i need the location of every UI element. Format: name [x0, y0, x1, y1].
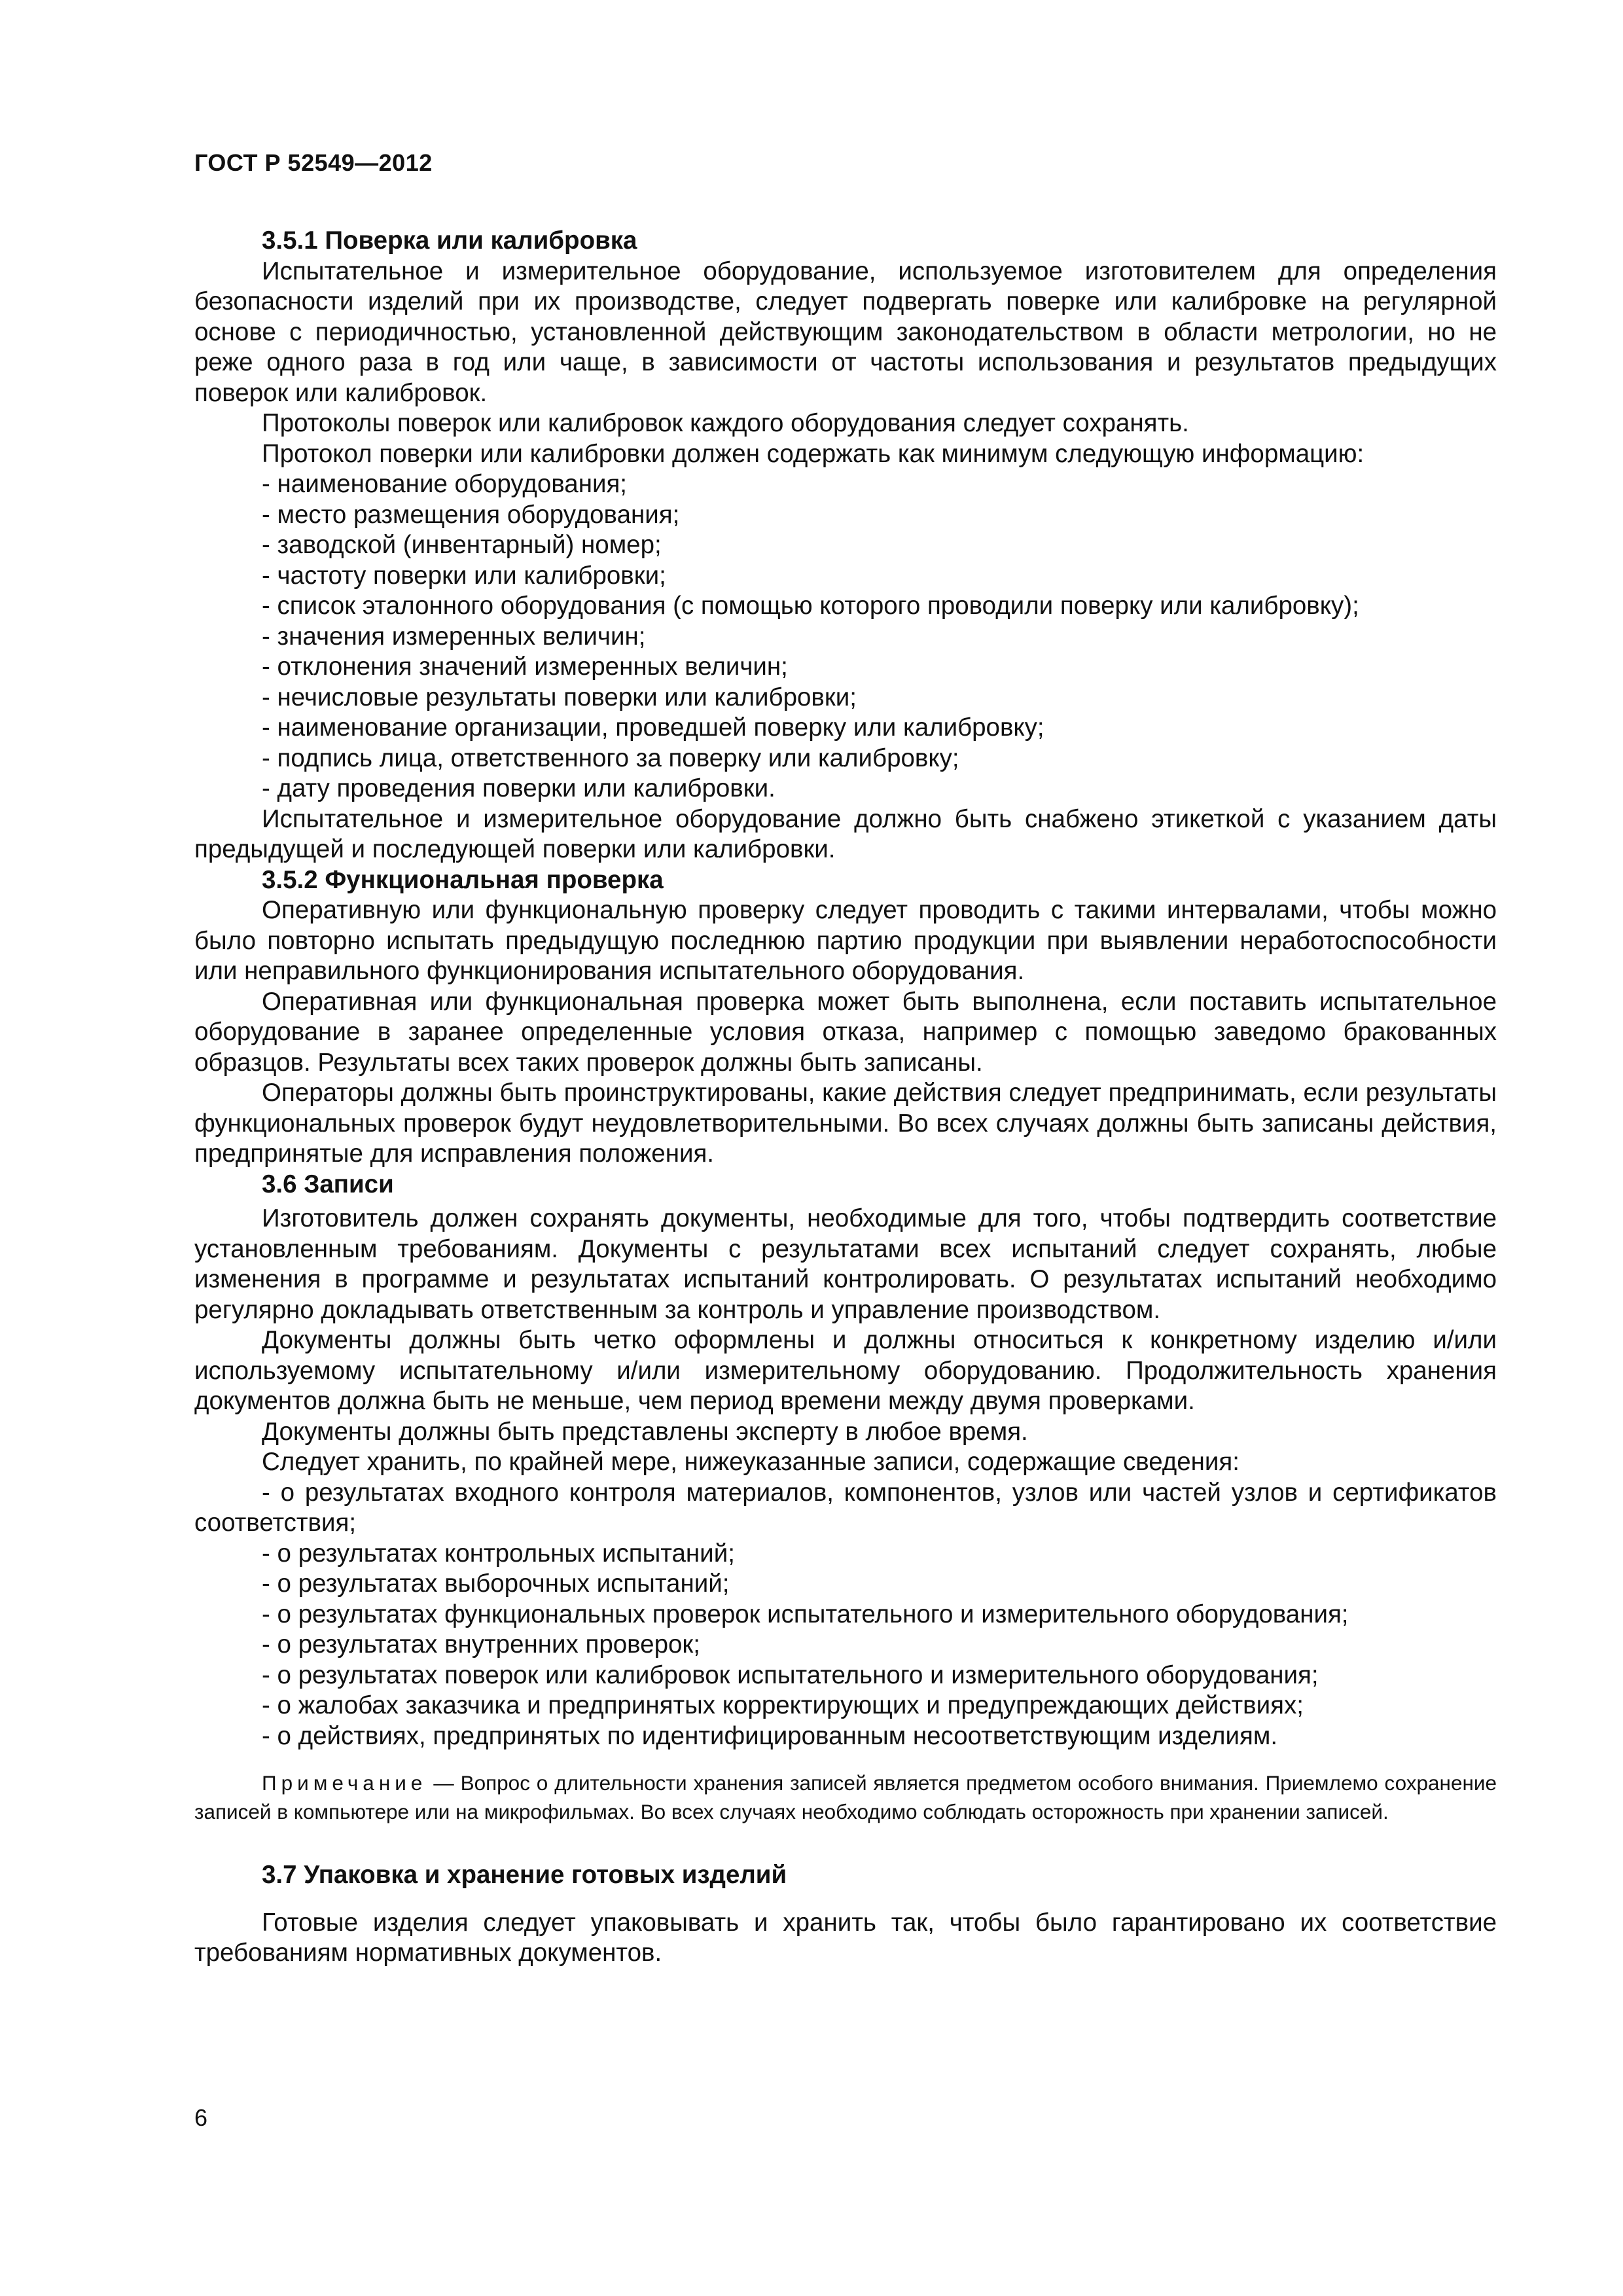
list-item: - о жалобах заказчика и предпринятых корректирующих и предупреждающих действиях;: [262, 1691, 1304, 1719]
list-item: - о результатах внутренних проверок;: [262, 1630, 700, 1659]
list-item: - о результатах входного контроля материалов, компонентов, узлов или частей узлов и сертификатов соответствия;: [194, 1478, 1497, 1537]
list-item: - заводской (инвентарный) номер;: [262, 531, 662, 559]
paragraph: Готовые изделия следует упаковывать и хранить так, чтобы было гарантировано их соответствие требованиям нормативных документов.: [194, 1908, 1497, 1967]
list-item: - о результатах функциональных проверок испытательного и измерительного оборудования;: [262, 1600, 1349, 1628]
list-item: - о результатах контрольных испытаний;: [262, 1539, 735, 1568]
paragraph: Документы должны быть представлены эксперту в любое время.: [262, 1417, 1028, 1446]
list-item: - нечисловые результаты поверки или калибровки;: [262, 683, 857, 711]
paragraph: Изготовитель должен сохранять документы, необходимые для того, чтобы подтвердить соответствие установленным требованиям. Документы с результатами всех испытаний следует сохранять, любые изменения в программе и результатах испытаний контролировать. О результатах испытаний необходимо регулярно докладывать ответственным за контроль и управление производством.: [194, 1204, 1497, 1324]
list-item: - дату проведения поверки или калибровки.: [262, 774, 776, 802]
list-item: - наименование организации, проведшей поверку или калибровку;: [262, 713, 1044, 742]
list-item: - частоту поверки или калибровки;: [262, 561, 666, 590]
list-item: - место размещения оборудования;: [262, 500, 680, 529]
paragraph: Операторы должны быть проинструктированы, какие действия следует предпринимать, если результаты функциональных проверок будут неудовлетворительными. Во всех случаях должны быть записаны действия, предпринятые для исправления положения.: [194, 1079, 1497, 1168]
note-label: Примечание: [262, 1771, 427, 1795]
section-3-5-1-heading: 3.5.1 Поверка или калибровка: [262, 226, 637, 255]
list-item: - отклонения значений измеренных величин;: [262, 653, 788, 681]
paragraph: Оперативную или функциональную проверку следует проводить с такими интервалами, чтобы можно было повторно испытать предыдущую последнюю партию продукции при выявлении неработоспособности или неправильного функционирования испытательного оборудования.: [194, 896, 1497, 985]
section-3-7-heading: 3.7 Упаковка и хранение готовых изделий: [262, 1861, 787, 1889]
note-text: — Вопрос о длительности хранения записей является предметом особого внимания. Приемлемо сохранение записей в компьютере или на микрофильмах. Во всех случаях необходимо соблюдать осторожность при хранении записей.: [194, 1771, 1497, 1823]
page-body: [194, 226, 1497, 1969]
paragraph: Испытательное и измерительное оборудование должно быть снабжено этикеткой с указанием даты предыдущей и последующей поверки или калибровки.: [194, 804, 1497, 863]
list-item: - о действиях, предпринятых по идентифицированным несоответствующим изделиям.: [262, 1721, 1278, 1750]
list-item: - список эталонного оборудования (с помощью которого проводили поверку или калибровку);: [262, 592, 1359, 620]
note: [194, 1768, 1497, 1826]
paragraph: Оперативная или функциональная проверка может быть выполнена, если поставить испытательное оборудование в заранее определенные условия отказа, например с помощью заведомо бракованных образцов. Результаты всех таких проверок должны быть записаны.: [194, 987, 1497, 1077]
section-3-5-2-heading: 3.5.2 Функциональная проверка: [262, 865, 664, 894]
paragraph: Протоколы поверок или калибровок каждого оборудования следует сохранять.: [262, 409, 1189, 437]
section-3-6-heading: 3.6 Записи: [262, 1170, 394, 1198]
list-item: - наименование оборудования;: [262, 470, 628, 498]
list-item: - значения измеренных величин;: [262, 622, 646, 651]
paragraph: Документы должны быть четко оформлены и должны относиться к конкретному изделию и/или используемому испытательному и/или измерительному оборудованию. Продолжительность хранения документов должна быть не меньше, чем период времени между двумя проверками.: [194, 1326, 1497, 1415]
list-item: - подпись лица, ответственного за поверку или калибровку;: [262, 744, 959, 772]
list-item: - о результатах выборочных испытаний;: [262, 1570, 730, 1598]
paragraph: Следует хранить, по крайней мере, нижеуказанные записи, содержащие сведения:: [262, 1448, 1240, 1476]
paragraph: Испытательное и измерительное оборудование, используемое изготовителем для определения безопасности изделий при их производстве, следует подвергать поверке или калибровке на регулярной основе с периодичностью, установленной действующим законодательством в области метрологии, но не реже одного раза в год или чаще, в зависимости от частоты использования и результатов предыдущих поверок или калибровок.: [194, 257, 1497, 407]
page-number: 6: [194, 2104, 208, 2131]
list-item: - о результатах поверок или калибровок испытательного и измерительного оборудования;: [262, 1660, 1319, 1689]
paragraph: Протокол поверки или калибровки должен содержать как минимум следующую информацию:: [262, 439, 1364, 468]
document-header: ГОСТ Р 52549—2012: [194, 149, 433, 176]
